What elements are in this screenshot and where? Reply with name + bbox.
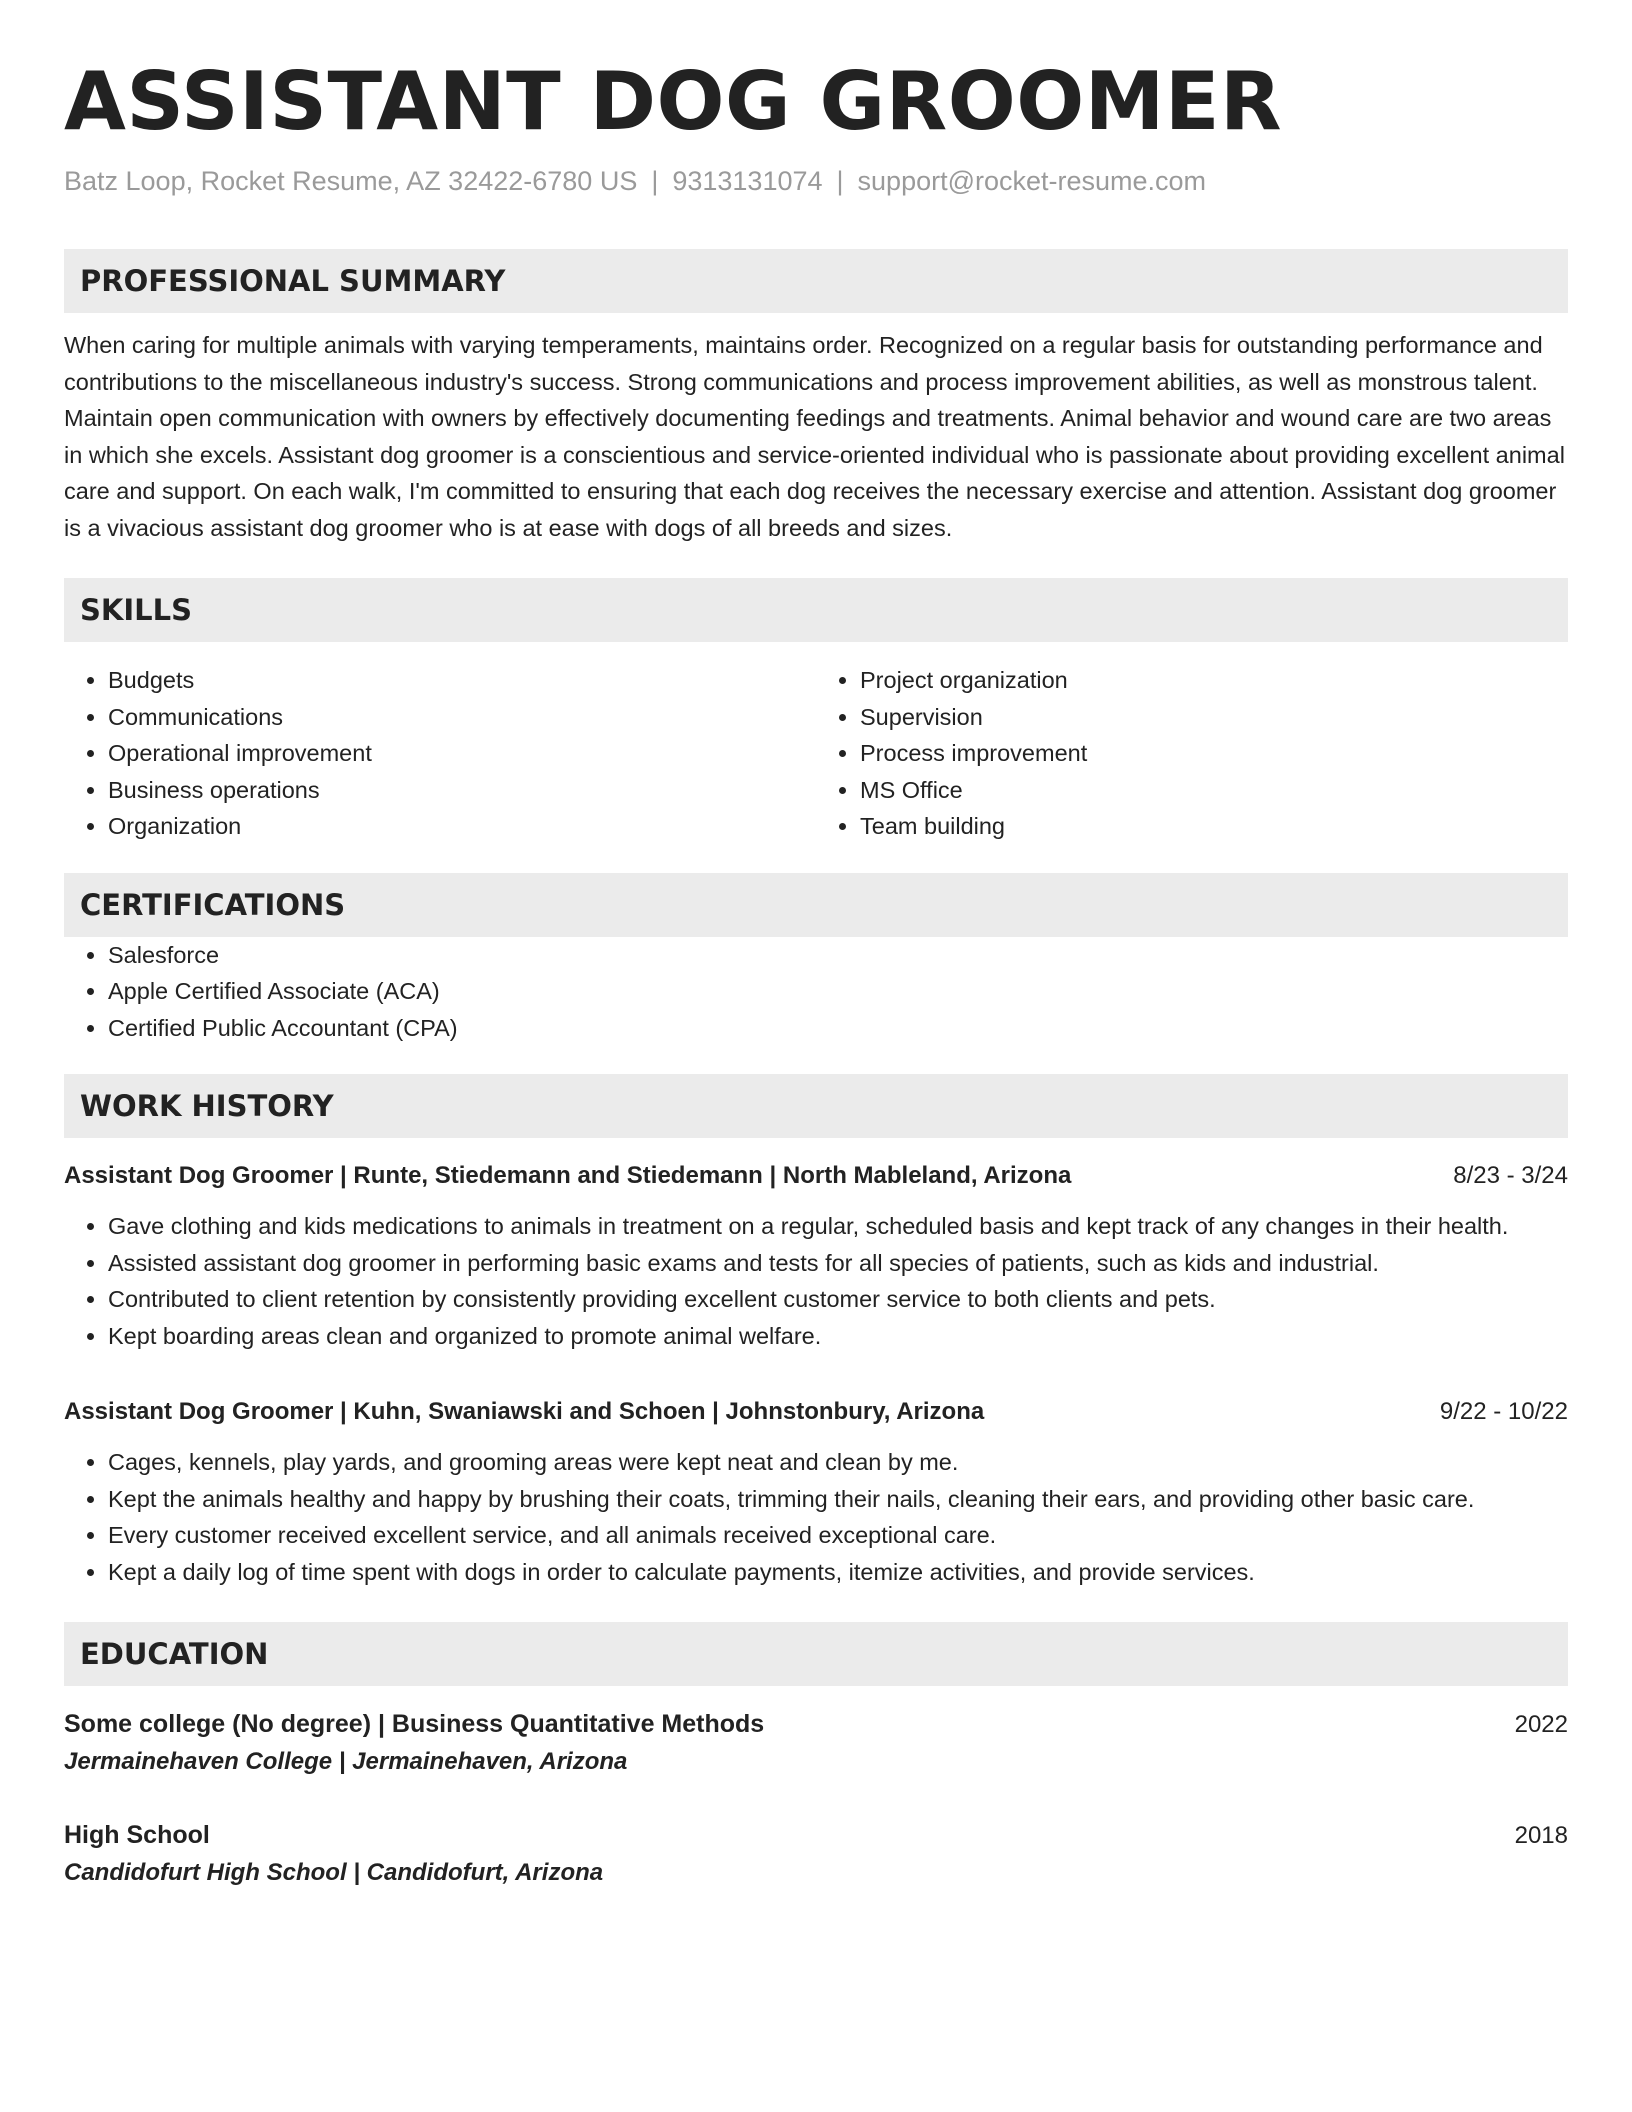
- contact-email: support@rocket-resume.com: [857, 166, 1207, 196]
- job-bullets: [64, 1444, 1568, 1590]
- skill-item: • Operational improvement: [108, 735, 816, 772]
- skills-list: [64, 662, 1568, 845]
- education-title: Some college (No degree) | Business Quantitative Methods: [64, 1710, 765, 1739]
- job-bullet: • Cages, kennels, play yards, and grooming areas were kept neat and clean by me.: [108, 1444, 1568, 1481]
- skill-item: • Team building: [860, 808, 1568, 845]
- skills-column-left: [64, 662, 816, 845]
- job-bullet: • Contributed to client retention by consistently providing excellent customer service to both clients and pets.: [108, 1281, 1568, 1318]
- skill-item: • Organization: [108, 808, 816, 845]
- skills-column-right: [816, 662, 1568, 845]
- contact-separator: |: [651, 166, 659, 196]
- job-bullet: • Gave clothing and kids medications to animals in treatment on a regular, scheduled basis and kept track of any changes in their health.: [108, 1208, 1568, 1245]
- skill-item: • MS Office: [860, 772, 1568, 809]
- skill-item: • Supervision: [860, 699, 1568, 736]
- certifications-list: [64, 937, 1568, 1047]
- education-school: Candidofurt High School | Candidofurt, Arizona: [64, 1859, 604, 1887]
- education-entry: [64, 1706, 1568, 1781]
- job-entry: [64, 1158, 1568, 1354]
- job-bullet: • Every customer received excellent service, and all animals received exceptional care.: [108, 1517, 1568, 1554]
- certification-item: • Certified Public Accountant (CPA): [108, 1010, 1568, 1047]
- job-bullet: • Kept boarding areas clean and organized to promote animal welfare.: [108, 1318, 1568, 1355]
- section-header-work-history: WORK HISTORY: [64, 1074, 1568, 1138]
- resume-name: ASSISTANT DOG GROOMER: [64, 55, 1283, 148]
- education-title: High School: [64, 1821, 210, 1850]
- job-bullet: • Kept a daily log of time spent with dogs in order to calculate payments, itemize activities, and provide services.: [108, 1554, 1568, 1591]
- certification-item: • Apple Certified Associate (ACA): [108, 973, 1568, 1010]
- job-dates: 9/22 - 10/22: [1439, 1398, 1568, 1426]
- education-year: 2022: [1514, 1711, 1568, 1739]
- education-year: 2018: [1514, 1822, 1568, 1850]
- job-title: Assistant Dog Groomer | Runte, Stiedemann and Stiedemann | North Mableland, Arizona: [64, 1162, 1072, 1190]
- education-entry: [64, 1817, 1568, 1892]
- section-header-education: EDUCATION: [64, 1622, 1568, 1686]
- job-title: Assistant Dog Groomer | Kuhn, Swaniawski and Schoen | Johnstonbury, Arizona: [64, 1398, 985, 1426]
- contact-line: [64, 164, 1568, 199]
- summary-text: When caring for multiple animals with varying temperaments, maintains order. Recognized on a regular basis for outstanding performance and contributions to the miscellaneous industry's success. Strong communications and process improvement abilities, as well as monstrous talent. Maintain open communication with owners by effectively documenting feedings and treatments. Animal behavior and wound care are two areas in which she excels. Assistant dog groomer is a conscientious and service-oriented individual who is passionate about providing excellent animal care and support. On each walk, I'm committed to ensuring that each dog receives the necessary exercise and attention. Assistant dog groomer is a vivacious assistant dog groomer who is at ease with dogs of all breeds and sizes.: [64, 332, 1565, 541]
- job-entry: [64, 1394, 1568, 1590]
- job-bullets: [64, 1208, 1568, 1354]
- job-bullet: • Assisted assistant dog groomer in performing basic exams and tests for all species of patients, such as kids and industrial.: [108, 1245, 1568, 1282]
- job-bullet: • Kept the animals healthy and happy by brushing their coats, trimming their nails, cleaning their ears, and providing other basic care.: [108, 1481, 1568, 1518]
- job-dates: 8/23 - 3/24: [1453, 1162, 1568, 1190]
- contact-address: Batz Loop, Rocket Resume, AZ 32422-6780 US: [64, 166, 638, 196]
- section-header-certifications: CERTIFICATIONS: [64, 873, 1568, 937]
- certification-item: • Salesforce: [108, 937, 1568, 974]
- skill-item: • Budgets: [108, 662, 816, 699]
- skill-item: • Communications: [108, 699, 816, 736]
- section-header-summary: PROFESSIONAL SUMMARY: [64, 249, 1568, 313]
- skill-item: • Project organization: [860, 662, 1568, 699]
- contact-phone: 9313131074: [672, 166, 823, 196]
- skill-item: • Process improvement: [860, 735, 1568, 772]
- contact-separator: |: [836, 166, 844, 196]
- education-school: Jermainehaven College | Jermainehaven, Arizona: [64, 1748, 628, 1776]
- section-header-skills: SKILLS: [64, 578, 1568, 642]
- skill-item: • Business operations: [108, 772, 816, 809]
